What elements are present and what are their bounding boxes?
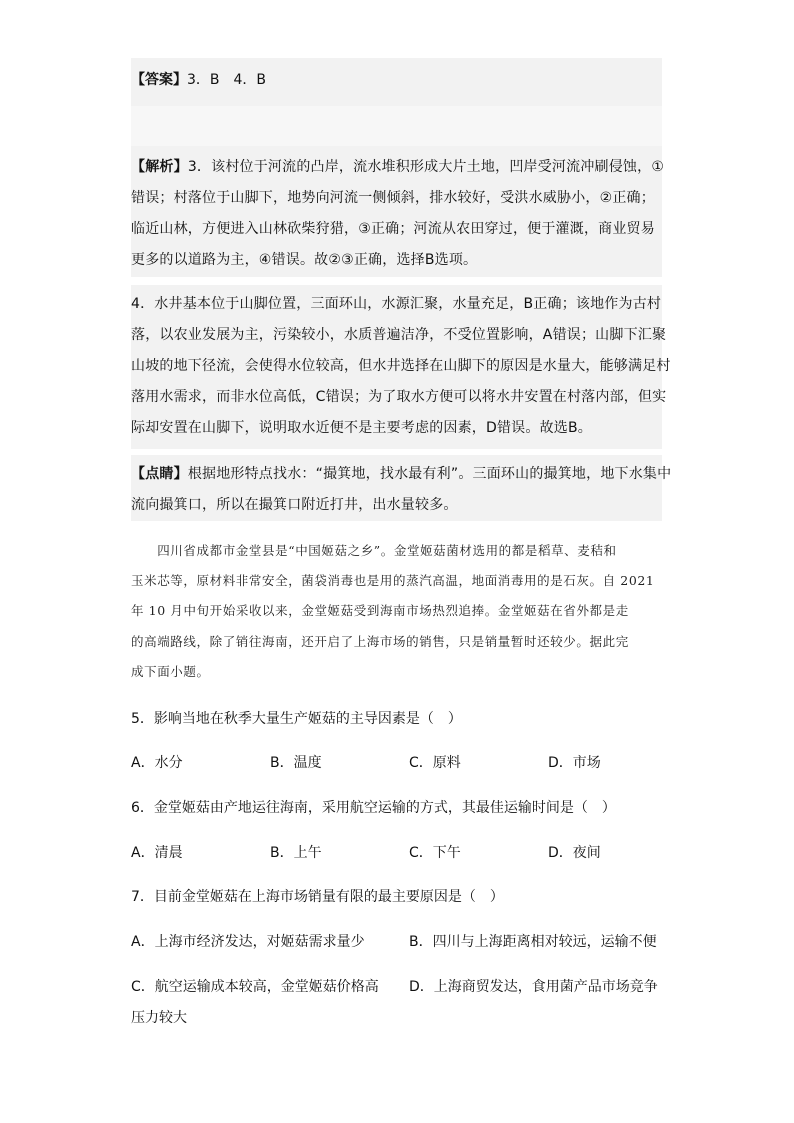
option-c: C．原料: [409, 755, 461, 771]
tip-line: [131, 463, 672, 483]
tip-label: 【点睛】: [131, 466, 188, 482]
analysis-line: 更多的以道路为主，④错误。故②③正确，选择B选项。: [131, 252, 478, 268]
tip-line: 流向撮箕口，所以在撮箕口附近打井，出水量较多。: [131, 497, 458, 513]
tip-text: 根据地形特点找水：“撮箕地，找水最有利”。三面环山的撮箕地，地下水集中: [187, 466, 672, 482]
material-line: 的高端路线，除了销往海南，还开启了上海市场的销售，只是销量暂时还较少。据此完: [131, 634, 629, 649]
option-a: A．上海市经济发达，对姬菇需求量少: [131, 934, 365, 950]
analysis-line: 山坡的地下径流，会使得水位较高，但水井选择在山脚下的原因是水量大，能够满足村: [131, 358, 671, 374]
material-line: 四川省成都市金堂县是“中国姬菇之乡”。金堂姬菇菌材选用的都是稻草、麦秸和: [131, 543, 617, 558]
analysis-line: 错误；村落位于山脚下，地势向河流一侧倾斜，排水较好，受洪水威胁小，②正确；: [131, 190, 655, 206]
answer-block: [131, 58, 662, 106]
answer-spacer: [131, 106, 662, 146]
tip-block: [131, 455, 672, 521]
analysis-line: 4．水井基本位于山脚位置，三面环山，水源汇聚，水量充足，B正确；该地作为古村: [131, 296, 662, 312]
analysis-line: 际却安置在山脚下，说明取水近便不是主要考虑的因素，D错误。故选B。: [131, 420, 592, 436]
analysis-label: 【解析】: [131, 159, 188, 175]
analysis-line: [131, 156, 665, 176]
option-b: B．上午: [270, 845, 322, 861]
option-d: D．市场: [548, 755, 601, 771]
answer-line: [131, 69, 266, 89]
option-b: B．四川与上海距离相对较远，运输不便: [409, 934, 657, 950]
analysis-line: 落用水需求，而非水位高低，C错误；为了取水方便可以将水井安置在村落内部，但实: [131, 389, 667, 405]
material-line: 年 10 月中旬开始采收以来，金堂姬菇受到海南市场热烈追捧。金堂姬菇在省外都是走: [131, 603, 629, 618]
question-stem: 5．影响当地在秋季大量生产姬菇的主导因素是（ ）: [131, 711, 462, 727]
analysis-block-4: [131, 285, 671, 449]
question-stem: 6．金堂姬菇由产地运往海南，采用航空运输的方式，其最佳运输时间是（ ）: [131, 800, 616, 816]
option-c: C．航空运输成本较高，金堂姬菇价格高: [131, 979, 379, 995]
option-c: C．下午: [409, 845, 461, 861]
question-stem: 7．目前金堂姬菇在上海市场销量有限的最主要原因是（ ）: [131, 889, 504, 905]
option-d-continuation: 压力较大: [131, 1010, 187, 1026]
material-line: 成下面小题。: [131, 664, 210, 679]
analysis-block-3: [131, 146, 665, 277]
material-line: 玉米芯等，原材料非常安全，菌袋消毒也是用的蒸汽高温，地面消毒用的是石灰。自 2021: [131, 573, 655, 588]
analysis-line: 临近山林，方便进入山林砍柴狩猎，③正确；河流从农田穿过，便于灌溉，商业贸易: [131, 221, 655, 237]
analysis-line: 落，以农业发展为主，污染较小，水质普遍洁净，不受位置影响，A错误；山脚下汇聚: [131, 327, 667, 343]
answer-text: 3．B 4．B: [187, 72, 267, 88]
answer-label: 【答案】: [131, 72, 187, 88]
option-b: B．温度: [270, 755, 322, 771]
option-d: D．夜间: [548, 845, 601, 861]
option-a: A．清晨: [131, 845, 183, 861]
option-d: D．上海商贸发达，食用菌产品市场竞争: [409, 979, 658, 995]
analysis-text: 3．该村位于河流的凸岸，流水堆积形成大片土地，凹岸受河流冲刷侵蚀，①: [187, 159, 665, 175]
option-a: A．水分: [131, 755, 183, 771]
